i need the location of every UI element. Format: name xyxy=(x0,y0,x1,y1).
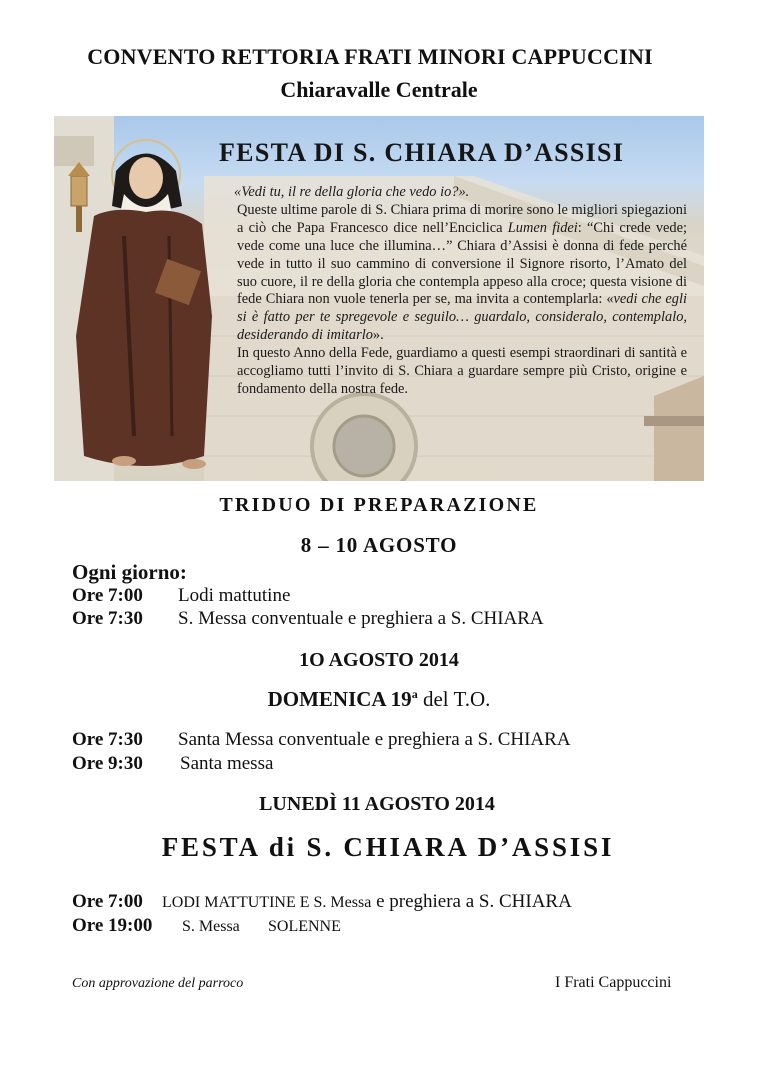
day10-date: 1O AGOSTO 2014 xyxy=(299,649,459,671)
schedule-time: Ore 7:30 xyxy=(72,608,143,629)
triduo-title: TRIDUO DI PREPARAZIONE xyxy=(219,494,539,516)
paragraph-1a: Queste ultime parole di S. Chiara prima di morire sono le migliori spiegazioni a ciò che Papa Francesco dice nell’Enciclica xyxy=(237,201,687,236)
festa-title: FESTA di S. CHIARA D’ASSISI xyxy=(161,832,615,862)
schedule-desc: Santa Messa conventuale e preghiera a S. CHIARA xyxy=(178,729,571,750)
saint-quote: vedi che egli si è fatto per te spregevole e seguilo… guardalo, consideralo, contemplalo, desiderando di imitarlo xyxy=(237,291,687,344)
schedule-row xyxy=(72,729,571,751)
schedule-time: Ore 9:30 xyxy=(72,753,143,774)
schedule-time: Ore 7:30 xyxy=(72,729,143,750)
banner xyxy=(54,116,704,481)
schedule-desc-small: LODI MATTUTINE E S. Messa xyxy=(162,894,372,911)
schedule-row xyxy=(72,915,341,937)
schedule-desc-solenne: SOLENNE xyxy=(268,918,341,935)
schedule-desc: e preghiera a S. CHIARA xyxy=(371,891,572,912)
schedule-time: Ore 7:00 xyxy=(72,585,143,606)
every-day-label: Ogni giorno: xyxy=(72,560,187,584)
schedule-row xyxy=(72,753,273,775)
footer-approval: Con approvazione del parroco xyxy=(72,976,244,991)
banner-title: FESTA DI S. CHIARA D’ASSISI xyxy=(219,138,625,167)
sunday-rest: del T.O. xyxy=(417,687,491,711)
day11-date: LUNEDÌ 11 AGOSTO 2014 xyxy=(259,793,495,815)
sunday-bold: DOMENICA 19 xyxy=(267,687,412,711)
quote-line: «Vedi tu, il re della gloria che vedo io?». xyxy=(234,184,470,200)
schedule-desc: S. Messa xyxy=(182,918,240,935)
paragraph-1b: : “Chi crede vede; vede come una luce che illumina…” Chiara d’Assisi è donna di fede perché vede in tutto il suo cammino di conversione il Signore risorto, l’Amato del suo cuore, il re della gloria che contempla appeso alla croce; questa visione di fede Chiara non vuole tenerla per se, ma invita a contemplarla: « xyxy=(237,219,687,308)
sunday-label xyxy=(0,687,758,712)
schedule-row xyxy=(72,585,290,607)
encyclical-name: Lumen fidei xyxy=(507,219,578,236)
schedule-desc: Lodi mattutine xyxy=(178,585,291,606)
schedule-row xyxy=(72,608,544,630)
sunday-sup: a xyxy=(411,687,418,701)
schedule-desc: Santa messa xyxy=(180,753,274,774)
header-title: CONVENTO RETTORIA FRATI MINORI CAPPUCCINI xyxy=(87,44,653,69)
schedule-row xyxy=(72,891,572,913)
schedule-time: Ore 7:00 xyxy=(72,891,143,912)
schedule-time: Ore 19:00 xyxy=(72,915,153,936)
schedule-desc: S. Messa conventuale e preghiera a S. CHIARA xyxy=(178,608,544,629)
paragraph-2: In questo Anno della Fede, guardiamo a questi esempi straordinari di santità e accogliamo tutti l’invito di S. Chiara a guardare sempre più Cristo, origine e fondamento della nostra fede. xyxy=(237,345,687,397)
paragraph-1c: ». xyxy=(372,327,384,344)
banner-text xyxy=(234,184,687,399)
footer-signature: I Frati Cappuccini xyxy=(555,974,672,991)
header-subtitle: Chiaravalle Centrale xyxy=(280,77,478,102)
triduo-dates: 8 – 10 AGOSTO xyxy=(300,533,458,557)
